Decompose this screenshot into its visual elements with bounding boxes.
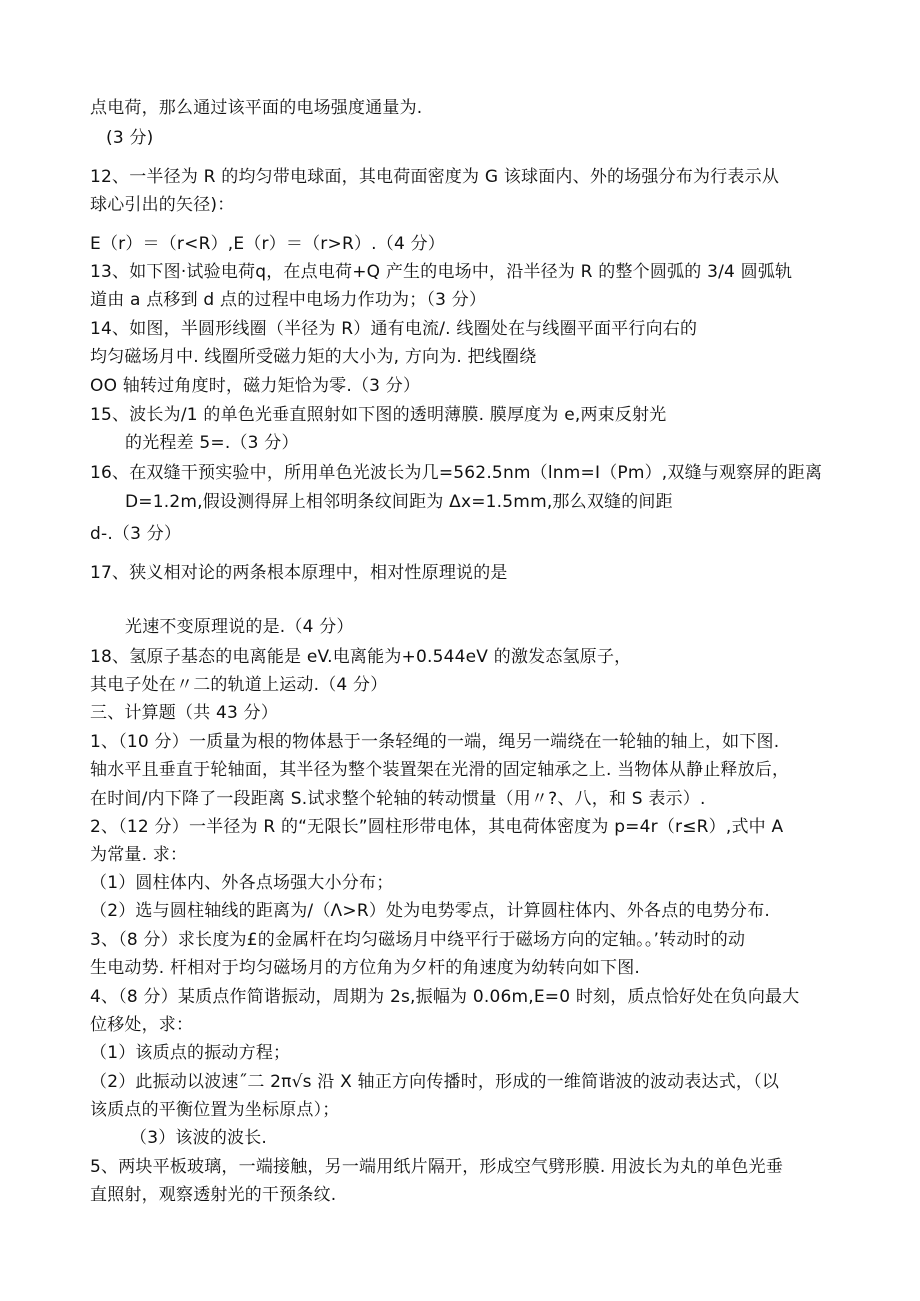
text-line-14: D=1.2m,假设测得屏上相邻明条纹间距为 Δx=1.5mm,那么双缝的间距 bbox=[125, 492, 673, 512]
text-line-19: 其电子处在〃二的轨道上运动.（4 分） bbox=[90, 675, 388, 695]
text-line-7: 道由 a 点移到 d 点的过程中电场力作功为；（3 分） bbox=[90, 290, 487, 310]
text-line-37: 直照射，观察透射光的干预条纹. bbox=[90, 1185, 337, 1205]
text-line-3: 12、一半径为 R 的均匀带电球面，其电荷面密度为 G 该球面内、外的场强分布为行表示从 bbox=[90, 167, 780, 187]
text-line-8: 14、如图，半圆形线圈（半径为 R）通有电流/. 线圈处在与线圈平面平行向右的 bbox=[90, 319, 698, 339]
text-line-31: 位移处，求： bbox=[90, 1015, 194, 1035]
text-line-11: 15、波长为/1 的单色光垂直照射如下图的透明薄膜. 膜厚度为 e,两束反射光 bbox=[90, 405, 667, 425]
text-line-12: 的光程差 5=.（3 分） bbox=[125, 433, 299, 453]
text-line-22: 轴水平且垂直于轮轴面，其半径为整个装置架在光滑的固定轴承之上. 当物体从静止释放后， bbox=[90, 760, 790, 780]
text-line-16: 17、狭义相对论的两条根本原理中，相对性原理说的是 bbox=[90, 563, 508, 583]
text-line-15: d-.（3 分） bbox=[90, 524, 182, 544]
text-line-25: 为常量. 求： bbox=[90, 845, 188, 865]
text-line-4: 球心引出的矢径)： bbox=[90, 195, 235, 215]
text-line-13: 16、在双缝干预实验中，所用单色光波长为几=562.5nm（lnm=I（Pm）,双缝与观察屏的距离 bbox=[90, 463, 823, 483]
text-line-2: (3 分) bbox=[106, 128, 154, 148]
text-line-27: （2）选与圆柱轴线的距离为/（Λ>R）处为电势零点，计算圆柱体内、外各点的电势分布. bbox=[90, 901, 771, 921]
text-line-36: 5、两块平板玻璃，一端接触，另一端用纸片隔开，形成空气劈形膜. 用波长为丸的单色光垂 bbox=[90, 1157, 784, 1177]
text-line-30: 4、（8 分）某质点作简谐振动，周期为 2s,振幅为 0.06m,E=0 时刻，质点恰好处在负向最大 bbox=[90, 987, 800, 1007]
text-line-28: 3、（8 分）求长度为£的金属杆在均匀磁场月中绕平行于磁场方向的定轴。。’转动时的动 bbox=[90, 930, 746, 950]
text-line-23: 在时间/内下降了一段距离 S.试求整个轮轴的转动惯量（用〃?、八，和 S 表示）. bbox=[90, 789, 706, 809]
text-line-29: 生电动势. 杆相对于均匀磁场月的方位角为夕杆的角速度为幼转向如下图. bbox=[90, 958, 641, 978]
text-line-21: 1、（10 分）一质量为根的物体悬于一条轻绳的一端，绳另一端绕在一轮轴的轴上，如下图. bbox=[90, 732, 780, 752]
section-heading: 三、计算题（共 43 分） bbox=[90, 703, 279, 723]
text-line-5: E（r）＝（r<R）,E（r）＝（r>R）.（4 分） bbox=[90, 234, 445, 254]
text-line-9: 均匀磁场月中. 线圈所受磁力矩的大小为, 方向为. 把线圈绕 bbox=[90, 347, 537, 367]
text-line-32: （1）该质点的振动方程； bbox=[90, 1043, 291, 1063]
text-line-1: 点电荷，那么通过该平面的电场强度通量为. bbox=[90, 98, 423, 118]
text-line-34: 该质点的平衡位置为坐标原点）； bbox=[90, 1100, 340, 1120]
text-line-35: （3）该波的波长. bbox=[130, 1128, 268, 1148]
text-line-26: （1）圆柱体内、外各点场强大小分布； bbox=[90, 873, 394, 893]
text-line-10: OO 轴转过角度时，磁力矩恰为零.（3 分） bbox=[90, 376, 421, 396]
text-line-18: 18、氢原子基态的电离能是 eV.电离能为+0.544eV 的激发态氢原子， bbox=[90, 647, 632, 667]
text-line-24: 2、（12 分）一半径为 R 的“无限长”圆柱形带电体，其电荷体密度为 p=4r（r≤R）,式中 A bbox=[90, 817, 784, 837]
text-line-6: 13、如下图·试验电荷q，在点电荷+Q 产生的电场中，沿半径为 R 的整个圆弧的 3/4 圆弧轨 bbox=[90, 262, 793, 282]
text-line-17: 光速不变原理说的是.（4 分） bbox=[125, 617, 354, 637]
text-line-33: （2）此振动以波速˝二 2π√s 沿 X 轴正方向传播时，形成的一维简谐波的波动表达式，（以 bbox=[90, 1072, 780, 1092]
